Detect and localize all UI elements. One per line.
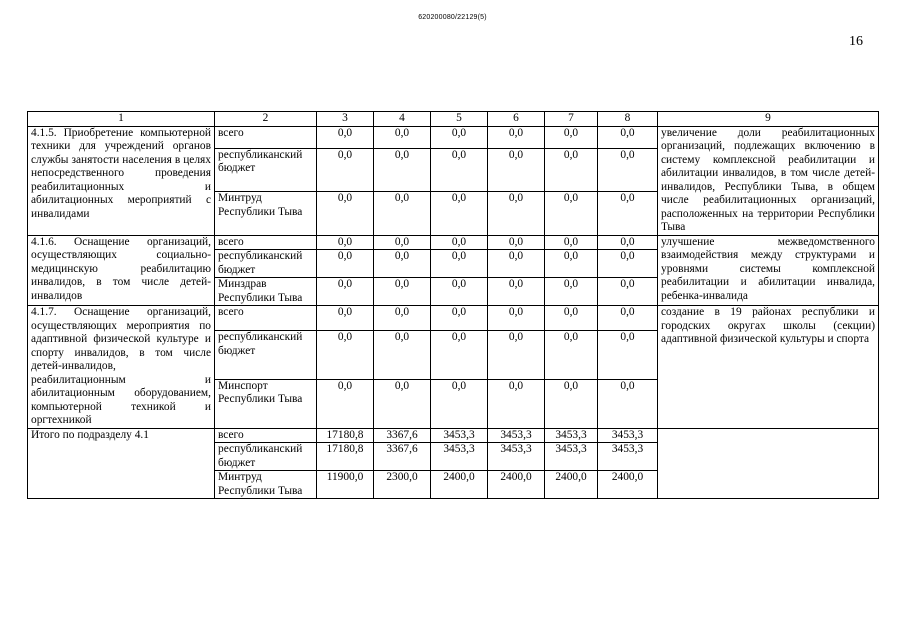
funding-value: 0,0 <box>598 379 658 428</box>
total-label: Итого по подразделу 4.1 <box>28 428 215 499</box>
table-row <box>28 306 879 331</box>
funding-value: 0,0 <box>488 379 545 428</box>
funding-value: 3453,3 <box>598 443 658 471</box>
funding-source: республиканский бюджет <box>215 331 317 380</box>
expected-result <box>658 428 879 499</box>
total-row <box>28 428 879 443</box>
funding-source: всего <box>215 428 317 443</box>
funding-value: 0,0 <box>317 192 374 235</box>
funding-value: 0,0 <box>374 126 431 148</box>
funding-source: Минтруд Республики Тыва <box>215 192 317 235</box>
funding-value: 0,0 <box>431 306 488 331</box>
funding-value: 0,0 <box>545 148 598 191</box>
funding-value: 3367,6 <box>374 443 431 471</box>
funding-value: 2400,0 <box>545 471 598 499</box>
table-row <box>28 126 879 148</box>
funding-value: 0,0 <box>374 278 431 306</box>
funding-value: 0,0 <box>598 331 658 380</box>
funding-source: всего <box>215 235 317 250</box>
funding-value: 0,0 <box>431 331 488 380</box>
funding-value: 0,0 <box>488 250 545 278</box>
funding-value: 0,0 <box>431 250 488 278</box>
funding-value: 11900,0 <box>317 471 374 499</box>
funding-value: 0,0 <box>431 126 488 148</box>
funding-value: 0,0 <box>317 278 374 306</box>
funding-value: 0,0 <box>374 192 431 235</box>
funding-value: 0,0 <box>545 306 598 331</box>
funding-value: 3453,3 <box>488 443 545 471</box>
funding-value: 2400,0 <box>488 471 545 499</box>
column-number: 6 <box>488 112 545 127</box>
funding-value: 2400,0 <box>431 471 488 499</box>
funding-value: 0,0 <box>374 379 431 428</box>
funding-value: 0,0 <box>488 331 545 380</box>
funding-value: 0,0 <box>317 331 374 380</box>
funding-value: 0,0 <box>598 278 658 306</box>
expected-result: улучшение межведомственного взаимодействия между структурами и уровнями системы комплексной реабилитации и абилитации инвалида, ребенка-инвалида <box>658 235 879 306</box>
document-id: 620200080/22129(5) <box>418 14 487 21</box>
funding-value: 0,0 <box>545 235 598 250</box>
funding-value: 3453,3 <box>545 428 598 443</box>
funding-value: 3453,3 <box>431 443 488 471</box>
funding-value: 3453,3 <box>545 443 598 471</box>
budget-table <box>27 111 879 499</box>
column-number: 8 <box>598 112 658 127</box>
funding-value: 0,0 <box>317 235 374 250</box>
page-number: 16 <box>849 34 863 49</box>
funding-value: 0,0 <box>374 250 431 278</box>
funding-value: 0,0 <box>598 235 658 250</box>
funding-source: всего <box>215 306 317 331</box>
column-number: 3 <box>317 112 374 127</box>
funding-value: 0,0 <box>317 126 374 148</box>
funding-source: Минтруд Республики Тыва <box>215 471 317 499</box>
funding-value: 0,0 <box>431 235 488 250</box>
funding-value: 0,0 <box>488 192 545 235</box>
funding-value: 0,0 <box>488 126 545 148</box>
funding-value: 0,0 <box>545 192 598 235</box>
funding-value: 0,0 <box>598 148 658 191</box>
activity-name: 4.1.6. Оснащение организаций, осуществляющих социально-медицинскую реабилитацию инвалидов, в том числе детей-инвалидов <box>28 235 215 306</box>
funding-value: 0,0 <box>598 126 658 148</box>
funding-source: Минздрав Республики Тыва <box>215 278 317 306</box>
column-number: 5 <box>431 112 488 127</box>
funding-value: 0,0 <box>374 235 431 250</box>
funding-value: 3367,6 <box>374 428 431 443</box>
funding-value: 0,0 <box>488 148 545 191</box>
funding-value: 0,0 <box>317 250 374 278</box>
activity-name: 4.1.5. Приобретение компьютерной техники для учреждений органов службы занятости населения в целях непосредственного проведения реабилитационных и абилитационных мероприятий с инвалидами <box>28 126 215 235</box>
column-number-row <box>28 112 879 127</box>
funding-value: 0,0 <box>545 126 598 148</box>
funding-value: 17180,8 <box>317 428 374 443</box>
expected-result: создание в 19 районах республики и городских округах школы (секции) адаптивной физической культуры и спорта <box>658 306 879 429</box>
table-row <box>28 235 879 250</box>
funding-value: 0,0 <box>598 250 658 278</box>
column-number: 7 <box>545 112 598 127</box>
funding-source: республиканский бюджет <box>215 250 317 278</box>
funding-source: всего <box>215 126 317 148</box>
funding-value: 0,0 <box>374 306 431 331</box>
funding-value: 0,0 <box>374 331 431 380</box>
activity-name: 4.1.7. Оснащение организаций, осуществляющих мероприятия по адаптивной физической культуре и спорту инвалидов, в том числе детей-инвалидов, реабилитационным и абилитационным оборудованием, компьютерной техникой и оргтехникой <box>28 306 215 429</box>
column-number: 2 <box>215 112 317 127</box>
column-number: 9 <box>658 112 879 127</box>
expected-result: увеличение доли реабилитационных организаций, подлежащих включению в систему комплексной реабилитации и абилитации инвалидов, в том числе детей-инвалидов, Республики Тыва, в общем числе реабилитационных организаций, расположенных на территории Республики Тыва <box>658 126 879 235</box>
funding-value: 0,0 <box>545 331 598 380</box>
funding-value: 0,0 <box>317 148 374 191</box>
funding-value: 0,0 <box>488 235 545 250</box>
funding-value: 2400,0 <box>598 471 658 499</box>
funding-value: 2300,0 <box>374 471 431 499</box>
funding-value: 3453,3 <box>431 428 488 443</box>
funding-value: 0,0 <box>431 148 488 191</box>
funding-source: Минспорт Республики Тыва <box>215 379 317 428</box>
funding-value: 0,0 <box>431 192 488 235</box>
funding-value: 0,0 <box>317 379 374 428</box>
funding-value: 0,0 <box>488 278 545 306</box>
column-number: 1 <box>28 112 215 127</box>
funding-value: 0,0 <box>317 306 374 331</box>
funding-value: 0,0 <box>488 306 545 331</box>
funding-value: 0,0 <box>545 250 598 278</box>
funding-value: 0,0 <box>431 379 488 428</box>
funding-value: 17180,8 <box>317 443 374 471</box>
funding-value: 3453,3 <box>488 428 545 443</box>
funding-source: республиканский бюджет <box>215 443 317 471</box>
funding-value: 3453,3 <box>598 428 658 443</box>
funding-value: 0,0 <box>545 278 598 306</box>
funding-value: 0,0 <box>598 192 658 235</box>
funding-value: 0,0 <box>545 379 598 428</box>
funding-value: 0,0 <box>431 278 488 306</box>
column-number: 4 <box>374 112 431 127</box>
funding-value: 0,0 <box>598 306 658 331</box>
funding-value: 0,0 <box>374 148 431 191</box>
funding-source: республиканский бюджет <box>215 148 317 191</box>
